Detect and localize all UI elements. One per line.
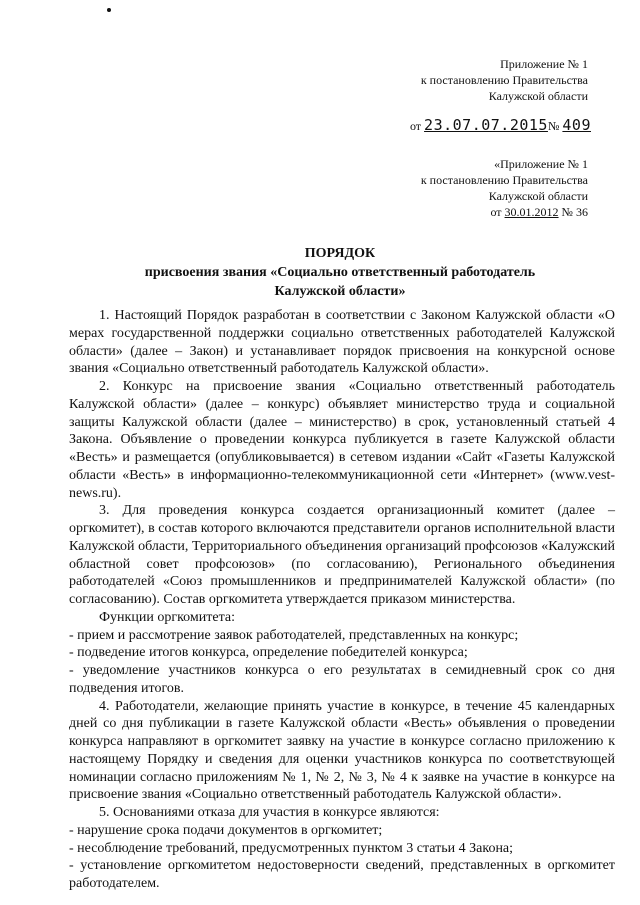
title-line: присвоения звания «Социально ответственный работодатель bbox=[144, 265, 536, 280]
date-prefix: от bbox=[409, 119, 422, 133]
title-line: ПОРЯДОК bbox=[304, 246, 376, 261]
previous-date-prefix: от bbox=[490, 205, 502, 219]
attachment-header-line: Калужской области bbox=[488, 89, 588, 103]
function-item: - прием и рассмотрение заявок работодателей, представленных на конкурс; bbox=[69, 627, 519, 643]
document-body bbox=[69, 307, 615, 893]
attachment-header bbox=[421, 56, 588, 104]
handwritten-date: 23.07.07.2015 bbox=[424, 116, 548, 134]
refusal-item: - несоблюдение требований, предусмотренных пунктом 3 статьи 4 Закона; bbox=[69, 840, 514, 856]
previous-header-date-line bbox=[421, 204, 588, 220]
previous-header-line: к постановлению Правительства bbox=[420, 173, 588, 187]
paragraph-5: 5. Основаниями отказа для участия в конкурсе являются: bbox=[99, 805, 440, 820]
refusal-item: - установление оргкомитетом недостоверности сведений, представленных в оргкомитет работодателем. bbox=[69, 858, 615, 891]
handwritten-number: 409 bbox=[562, 116, 591, 134]
previous-date: 30.01.2012 bbox=[504, 205, 559, 219]
refusal-item: - нарушение срока подачи документов в оргкомитет; bbox=[69, 822, 383, 838]
previous-attachment-header bbox=[421, 156, 588, 220]
paragraph-3: 3. Для проведения конкурса создается организационный комитет (далее – оргкомитет), в состав которого включаются представители органов исполнительной власти Калужской области, Территориального объединения организаций профсоюзов «Калужский областной совет профсоюзов» (по согласованию), Регионального объединения работодателей «Союз промышленников и предпринимателей Калужской области» (по согласованию). Состав оргкомитета утверждается приказом министерства. bbox=[69, 503, 615, 607]
previous-number: № 36 bbox=[561, 205, 588, 219]
document-title bbox=[80, 244, 600, 301]
previous-header-line: Калужской области bbox=[488, 189, 588, 203]
attachment-header-line: к постановлению Правительства bbox=[420, 73, 588, 87]
functions-heading: Функции оргкомитета: bbox=[99, 609, 235, 625]
attachment-header-line: Приложение № 1 bbox=[500, 57, 588, 71]
function-item: - подведение итогов конкурса, определение победителей конкурса; bbox=[69, 645, 468, 661]
function-item: - уведомление участников конкурса о его результатах в семидневный срок со дня подведения итогов. bbox=[69, 663, 615, 696]
scan-dot-mark bbox=[107, 8, 111, 12]
title-line: Калужской области» bbox=[274, 284, 406, 299]
paragraph-1: 1. Настоящий Порядок разработан в соответствии с Законом Калужской области «О мерах государственной поддержки социально ответственных работодателей Калужской области» (далее – Закон) и устанавливает порядок присвоения на конкурсной основе звания «Социально ответственный работодатель Калужской области». bbox=[69, 308, 615, 377]
paragraph-4: 4. Работодатели, желающие принять участие в конкурсе, в течение 45 календарных дней со дня публикации в газете Калужской области «Весть» объявления о проведении конкурса направляют в оргкомитет заявку на участие в конкурсе согласно приложению к настоящему Порядку и сведения для оценки участников конкурса по соответствующей номинации согласно приложениям № 1, № 2, № 3, № 4 к заявке на участие в конкурсе на присвоение звания «Социально ответственный работодатель Калужской области». bbox=[69, 698, 615, 803]
number-sign: № bbox=[547, 119, 560, 133]
resolution-date-line bbox=[410, 116, 591, 134]
previous-header-line: «Приложение № 1 bbox=[494, 157, 588, 171]
paragraph-2: 2. Конкурс на присвоение звания «Социально ответственный работодатель Калужской области» (далее – конкурс) объявляет министерство труда и социальной защиты Калужской области (далее – министерство) в срок, установленный статьей 4 Закона. Объявление о проведении конкурса публикуется в газете Калужской области «Весть» и размещается (опубликовывается) в сетевом издании «Сайт «Газеты Калужской области «Весть» в информационно-телекоммуникационной сети «Интернет» (www.vest-news.ru). bbox=[69, 379, 615, 501]
